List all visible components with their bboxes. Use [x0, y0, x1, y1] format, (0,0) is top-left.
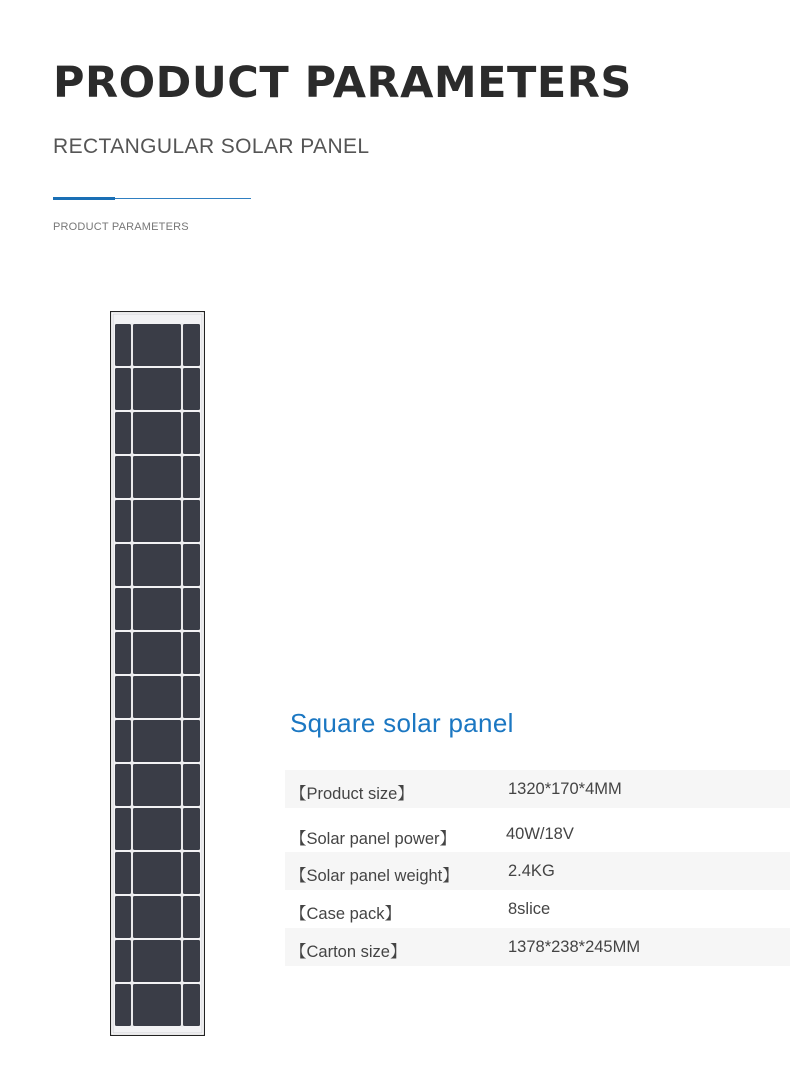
solar-cell — [133, 764, 181, 806]
spec-heading: Square solar panel — [290, 708, 514, 738]
solar-cell — [183, 984, 200, 1026]
section-label: PRODUCT PARAMETERS — [53, 221, 189, 233]
solar-cell — [133, 852, 181, 894]
spec-label: 【Product size】 — [290, 785, 414, 803]
solar-cell — [115, 632, 131, 674]
spec-row — [285, 770, 790, 808]
solar-cell — [133, 544, 181, 586]
solar-cell — [133, 500, 181, 542]
solar-cell — [115, 544, 131, 586]
solar-cell — [133, 940, 181, 982]
solar-cell — [115, 808, 131, 850]
solar-cell — [183, 544, 200, 586]
solar-cell — [115, 676, 131, 718]
solar-cell — [183, 764, 200, 806]
solar-cell — [183, 456, 200, 498]
solar-cell — [183, 808, 200, 850]
solar-cell — [133, 984, 181, 1026]
spec-row — [285, 852, 790, 890]
solar-cell — [183, 368, 200, 410]
solar-cell — [115, 940, 131, 982]
solar-cell — [183, 632, 200, 674]
solar-cell — [115, 588, 131, 630]
spec-value: 1378*238*245MM — [508, 938, 641, 956]
solar-cell — [183, 412, 200, 454]
page-title: PRODUCT PARAMETERS — [53, 58, 632, 108]
solar-cell — [133, 632, 181, 674]
solar-cell — [183, 676, 200, 718]
solar-cell — [183, 720, 200, 762]
solar-cell — [115, 500, 131, 542]
spec-value: 1320*170*4MM — [508, 780, 622, 798]
spec-value: 40W/18V — [506, 825, 574, 843]
solar-panel-image — [110, 311, 205, 1036]
spec-label: 【Solar panel weight】 — [290, 867, 459, 885]
solar-cell — [115, 456, 131, 498]
solar-cell — [133, 324, 181, 366]
solar-cell — [115, 324, 131, 366]
spec-row — [285, 890, 790, 928]
spec-row — [285, 815, 790, 853]
solar-cell — [115, 764, 131, 806]
solar-cell — [183, 940, 200, 982]
solar-cell — [133, 896, 181, 938]
solar-cell — [115, 984, 131, 1026]
solar-cell — [115, 412, 131, 454]
divider-accent — [53, 197, 115, 200]
solar-cell — [183, 896, 200, 938]
solar-cell — [183, 588, 200, 630]
spec-value: 8slice — [508, 900, 551, 918]
solar-cell — [133, 456, 181, 498]
spec-label: 【Carton size】 — [290, 943, 407, 961]
solar-panel-icon — [110, 311, 205, 1036]
page-subtitle: RECTANGULAR SOLAR PANEL — [53, 135, 370, 158]
spec-value: 2.4KG — [508, 862, 555, 880]
solar-cell — [183, 500, 200, 542]
solar-cell — [133, 808, 181, 850]
spec-row — [285, 928, 790, 966]
solar-cell — [115, 852, 131, 894]
spec-label: 【Case pack】 — [290, 905, 401, 923]
spec-label: 【Solar panel power】 — [290, 830, 456, 848]
solar-cell — [115, 368, 131, 410]
solar-cell — [183, 324, 200, 366]
solar-cell — [115, 720, 131, 762]
solar-cell — [133, 588, 181, 630]
solar-cell — [183, 852, 200, 894]
solar-cell — [133, 368, 181, 410]
solar-cell — [115, 896, 131, 938]
solar-cell — [133, 412, 181, 454]
solar-cell — [133, 720, 181, 762]
solar-cell — [133, 676, 181, 718]
